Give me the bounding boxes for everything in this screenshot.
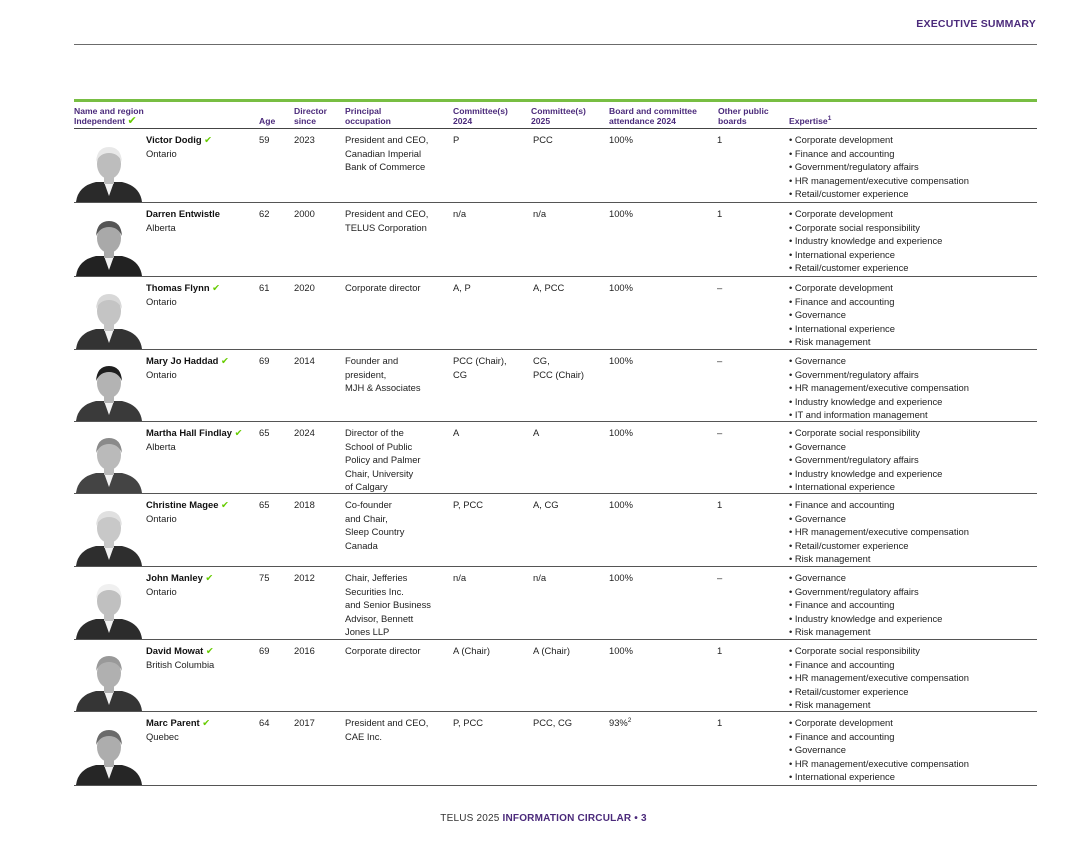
committees-2025-cell: A (Chair) <box>533 645 570 656</box>
expertise-item: • Government/regulatory affairs <box>789 453 942 467</box>
expertise-item: • Finance and accounting <box>789 295 895 309</box>
table-row <box>74 350 1037 422</box>
table-row <box>74 277 1037 350</box>
occupation-cell: Corporate director <box>345 645 421 656</box>
committees-2025-cell: A, PCC <box>533 282 565 293</box>
other-boards-cell: – <box>717 282 723 293</box>
age-cell: 62 <box>259 208 270 219</box>
age-cell: 65 <box>259 427 270 438</box>
committees-2025-cell: PCC, CG <box>533 717 573 728</box>
committees-2025-cell: n/a <box>533 572 547 583</box>
committees-2024-cell: P, PCC <box>453 717 484 728</box>
expertise-item: • Risk management <box>789 625 942 639</box>
director-name-cell <box>146 207 220 234</box>
expertise-list <box>789 716 969 784</box>
director-since-cell: 2000 <box>294 208 315 219</box>
expertise-item: • Industry knowledge and experience <box>789 234 942 248</box>
expertise-item: • HR management/executive compensation <box>789 525 969 539</box>
table-body <box>74 129 1037 786</box>
expertise-item: • Government/regulatory affairs <box>789 160 969 174</box>
director-photo <box>74 431 144 493</box>
age-cell: 69 <box>259 645 270 656</box>
expertise-item: • HR management/executive compensation <box>789 671 969 685</box>
attendance-cell: 100% <box>609 645 633 656</box>
director-name-cell <box>146 644 214 671</box>
table-row <box>74 567 1037 640</box>
committees-2025-cell: A, CG <box>533 499 559 510</box>
committees-2024-cell: n/a <box>453 572 467 583</box>
header-divider <box>74 44 1037 45</box>
director-region: Ontario <box>146 585 177 597</box>
header-committees-2025: Committee(s) 2025 <box>531 106 586 126</box>
expertise-item: • Governance <box>789 440 942 454</box>
expertise-item: • Corporate development <box>789 207 942 221</box>
expertise-item: • HR management/executive compensation <box>789 174 969 188</box>
table-row <box>74 712 1037 786</box>
expertise-item: • Governance <box>789 512 969 526</box>
expertise-item: • Corporate development <box>789 133 969 147</box>
attendance-cell: 100% <box>609 499 633 510</box>
director-region: British Columbia <box>146 658 215 670</box>
independent-check-icon: ✔ <box>209 282 221 293</box>
table-row <box>74 640 1037 712</box>
director-name-cell <box>146 498 229 525</box>
header-principal-occupation: Principal occupation <box>345 106 391 126</box>
director-name-cell <box>146 133 212 160</box>
expertise-item: • Industry knowledge and experience <box>789 612 942 626</box>
occupation-cell: Chair, Jefferies Securities Inc. and Senior Business Advisor, Bennett Jones LLP <box>345 572 431 637</box>
expertise-item: • Finance and accounting <box>789 658 969 672</box>
table-row <box>74 422 1037 494</box>
director-photo <box>74 140 144 202</box>
director-name-cell <box>146 571 213 598</box>
other-boards-cell: 1 <box>717 208 723 219</box>
expertise-item: • Finance and accounting <box>789 730 969 744</box>
director-region: Ontario <box>146 147 177 159</box>
expertise-item: • Governance <box>789 743 969 757</box>
director-name: John Manley <box>146 572 203 583</box>
expertise-item: • Corporate development <box>789 281 895 295</box>
director-name-cell <box>146 716 210 743</box>
independent-check-icon: ✔ <box>202 572 214 583</box>
director-since-cell: 2017 <box>294 717 315 728</box>
attendance-cell: 100% <box>609 355 633 366</box>
other-boards-cell: 1 <box>717 499 723 510</box>
director-name: David Mowat <box>146 645 204 656</box>
committees-2024-cell: P <box>453 134 460 145</box>
occupation-cell: President and CEO, TELUS Corporation <box>345 208 429 233</box>
attendance-cell: 100% <box>609 427 633 438</box>
director-since-cell: 2020 <box>294 282 315 293</box>
director-name: Victor Dodig <box>146 134 202 145</box>
attendance-cell: 100% <box>609 282 633 293</box>
header-other-boards: Other public boards <box>718 106 769 126</box>
director-region: Alberta <box>146 221 176 233</box>
expertise-item: • International experience <box>789 770 969 784</box>
director-photo <box>74 287 144 349</box>
occupation-cell: Co-founder and Chair, Sleep Country Canada <box>345 499 405 551</box>
expertise-item: • Retail/customer experience <box>789 261 942 275</box>
expertise-item: • Government/regulatory affairs <box>789 585 942 599</box>
expertise-list <box>789 498 969 566</box>
expertise-item: • Risk management <box>789 552 969 566</box>
age-cell: 69 <box>259 355 270 366</box>
header-age: Age <box>259 115 276 126</box>
director-name-cell <box>146 426 242 453</box>
director-photo <box>74 214 144 276</box>
attendance-cell: 93%$^2$ <box>609 716 632 728</box>
director-photo <box>74 359 144 421</box>
independent-check-icon: ✔ <box>203 645 214 656</box>
header-name-region: Name and region Independent ✔ <box>74 106 144 127</box>
expertise-item: • Risk management <box>789 335 895 349</box>
expertise-item: • Finance and accounting <box>789 147 969 161</box>
other-boards-cell: 1 <box>717 134 723 145</box>
director-region: Quebec <box>146 730 179 742</box>
director-name-cell <box>146 281 220 308</box>
expertise-item: • Governance <box>789 354 969 368</box>
other-boards-cell: – <box>717 427 723 438</box>
director-name: Mary Jo Haddad <box>146 355 219 366</box>
expertise-list <box>789 571 942 639</box>
committees-2024-cell: n/a <box>453 208 467 219</box>
table-row <box>74 203 1037 277</box>
director-since-cell: 2023 <box>294 134 315 145</box>
table-row <box>74 129 1037 203</box>
section-title: EXECUTIVE SUMMARY <box>916 18 1036 30</box>
expertise-item: • Industry knowledge and experience <box>789 467 942 481</box>
expertise-item: • Industry knowledge and experience <box>789 395 969 409</box>
expertise-item: • Governance <box>789 571 942 585</box>
director-name: Thomas Flynn <box>146 282 210 293</box>
checkmark-icon: ✔ <box>127 114 137 127</box>
occupation-cell: Director of the School of Public Policy and Palmer Chair, University of Calgary <box>345 427 421 492</box>
expertise-list <box>789 644 969 712</box>
independent-check-icon: ✔ <box>201 134 213 145</box>
attendance-cell: 100% <box>609 208 633 219</box>
director-since-cell: 2012 <box>294 572 315 583</box>
header-expertise: Expertise$^1$ <box>789 114 832 126</box>
director-photo <box>74 649 144 711</box>
attendance-cell: 100% <box>609 572 633 583</box>
expertise-item: • Risk management <box>789 698 969 712</box>
committees-2024-cell: A, P <box>453 282 471 293</box>
director-name-cell <box>146 354 229 381</box>
committees-2024-cell: PCC (Chair), CG <box>453 355 507 380</box>
expertise-item: • HR management/executive compensation <box>789 381 969 395</box>
expertise-item: • Finance and accounting <box>789 598 942 612</box>
director-region: Ontario <box>146 368 177 380</box>
header-director-since: Director since <box>294 106 327 126</box>
table-header <box>74 102 1037 129</box>
director-since-cell: 2016 <box>294 645 315 656</box>
director-name: Marc Parent <box>146 717 200 728</box>
committees-2025-cell: A <box>533 427 540 438</box>
committees-2024-cell: A (Chair) <box>453 645 490 656</box>
director-since-cell: 2014 <box>294 355 315 366</box>
header-committees-2024: Committee(s) 2024 <box>453 106 508 126</box>
committees-2025-cell: n/a <box>533 208 547 219</box>
director-name: Darren Entwistle <box>146 208 220 219</box>
occupation-cell: President and CEO, CAE Inc. <box>345 717 429 742</box>
age-cell: 65 <box>259 499 270 510</box>
table-row <box>74 494 1037 567</box>
other-boards-cell: – <box>717 355 723 366</box>
occupation-cell: Founder and president, MJH & Associates <box>345 355 421 393</box>
expertise-list <box>789 207 942 275</box>
occupation-cell: Corporate director <box>345 282 421 293</box>
expertise-item: • Finance and accounting <box>789 498 969 512</box>
header-attendance: Board and committee attendance 2024 <box>609 106 697 126</box>
expertise-item: • Corporate social responsibility <box>789 221 942 235</box>
expertise-item: • International experience <box>789 480 942 494</box>
expertise-list <box>789 133 969 201</box>
director-name: Martha Hall Findlay <box>146 427 232 438</box>
director-since-cell: 2024 <box>294 427 315 438</box>
director-region: Ontario <box>146 295 177 307</box>
expertise-item: • Retail/customer experience <box>789 685 969 699</box>
expertise-list <box>789 354 969 422</box>
other-boards-cell: 1 <box>717 645 723 656</box>
committees-2024-cell: A <box>453 427 460 438</box>
age-cell: 64 <box>259 717 270 728</box>
committees-2025-cell: CG, PCC (Chair) <box>533 355 585 380</box>
age-cell: 75 <box>259 572 270 583</box>
age-cell: 61 <box>259 282 270 293</box>
director-photo <box>74 577 144 639</box>
independent-check-icon: ✔ <box>218 355 229 366</box>
independent-check-icon: ✔ <box>199 717 211 728</box>
expertise-item: • Corporate development <box>789 716 969 730</box>
director-since-cell: 2018 <box>294 499 315 510</box>
director-photo <box>74 723 144 785</box>
expertise-list <box>789 281 895 349</box>
independent-check-icon: ✔ <box>231 427 243 438</box>
occupation-cell: President and CEO, Canadian Imperial Bank of Commerce <box>345 134 429 172</box>
independent-check-icon: ✔ <box>218 499 229 510</box>
page-footer: TELUS 2025 INFORMATION CIRCULAR • 3 <box>440 813 647 824</box>
director-table <box>74 99 1037 786</box>
other-boards-cell: – <box>717 572 723 583</box>
expertise-item: • HR management/executive compensation <box>789 757 969 771</box>
expertise-list <box>789 426 942 494</box>
director-region: Ontario <box>146 512 177 524</box>
director-region: Alberta <box>146 440 176 452</box>
expertise-item: • Government/regulatory affairs <box>789 368 969 382</box>
attendance-cell: 100% <box>609 134 633 145</box>
age-cell: 59 <box>259 134 270 145</box>
director-photo <box>74 504 144 566</box>
expertise-item: • International experience <box>789 322 895 336</box>
expertise-item: • Retail/customer experience <box>789 539 969 553</box>
committees-2025-cell: PCC <box>533 134 553 145</box>
expertise-item: • Retail/customer experience <box>789 187 969 201</box>
expertise-item: • Governance <box>789 308 895 322</box>
expertise-item: • IT and information management <box>789 408 969 422</box>
expertise-item: • Corporate social responsibility <box>789 644 969 658</box>
director-name: Christine Magee <box>146 499 219 510</box>
other-boards-cell: 1 <box>717 717 723 728</box>
expertise-item: • International experience <box>789 248 942 262</box>
committees-2024-cell: P, PCC <box>453 499 484 510</box>
expertise-item: • Corporate social responsibility <box>789 426 942 440</box>
